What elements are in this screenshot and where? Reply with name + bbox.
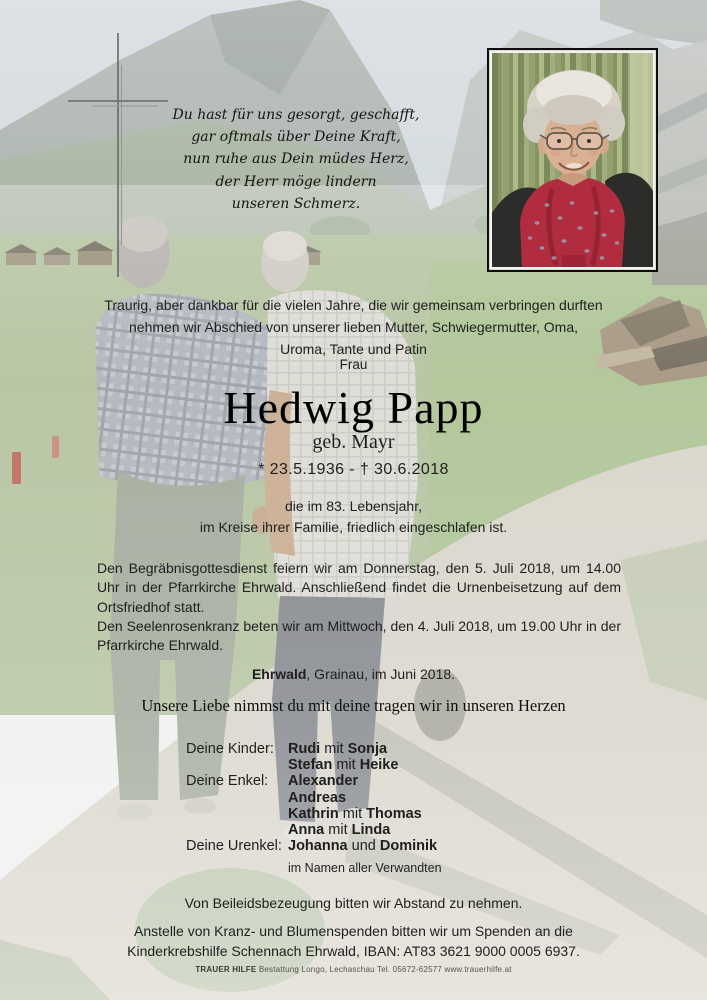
donation-line: Anstelle von Kranz- und Blumenspenden bitten wir um Spenden an die (134, 923, 573, 939)
poem-line: unseren Schmerz. (231, 195, 361, 212)
donation-line: Kinderkrebshilfe Schennach Ehrwald, IBAN: AT83 3621 9000 0005 6937. (127, 943, 580, 959)
death-statement (0, 496, 707, 538)
death-line: die im 83. Lebensjahr, (285, 498, 422, 514)
life-dates: * 23.5.1936 - † 30.6.2018 (258, 461, 449, 478)
family-names: Stefan mit Heike (288, 757, 399, 774)
family-names: Rudi mit Sonja (288, 741, 388, 757)
family-label (186, 822, 288, 838)
funeral-home-brand: TRAUER HILFE (195, 965, 257, 974)
salutation: Frau (339, 357, 368, 372)
portrait-photo-image (492, 53, 653, 267)
family-names: Andreas (288, 789, 347, 806)
poem-line: gar oftmals über Deine Kraft, (191, 129, 401, 146)
intro-line: nehmen wir Abschied von unserer lieben Mutter, Schwiegermutter, Oma, (129, 319, 578, 335)
family-row (186, 822, 437, 838)
funeral-service-paragraph: Den Begräbnisgottesdienst feiern wir am Donnerstag, den 5. Juli 2018, um 14.00 Uhr in der Pfarrkirche Ehrwald. Anschließend findet die Urnenbeisetzung auf dem Ortsfriedhof statt. (97, 560, 621, 615)
family-list (186, 741, 437, 854)
maiden-name: geb. Mayr (312, 431, 395, 453)
family-row (186, 790, 437, 806)
poem-line: Du hast für uns gesorgt, geschafft, (172, 107, 420, 123)
intro-line: Uroma, Tante und Patin (280, 341, 427, 357)
family-row (186, 773, 437, 789)
family-closing: im Namen aller Verwandten (288, 861, 442, 875)
poem-line: nun ruhe aus Dein müdes Herz, (183, 151, 409, 168)
family-names: Alexander (288, 773, 359, 790)
family-names: Anna mit Linda (288, 822, 391, 839)
funeral-home-details: Bestattung Longo, Lechaschau Tel. 05672-62577 www.trauerhilfe.at (256, 965, 512, 974)
intro-text (0, 294, 707, 360)
place-name: Ehrwald (251, 666, 307, 682)
family-label: Deine Enkel: (186, 773, 269, 790)
condolence-note: Von Beileidsbezeugung bitten wir Abstand zu nehmen. (184, 895, 523, 911)
family-row (186, 741, 437, 757)
deceased-name: Hedwig Papp (223, 382, 484, 433)
family-row (186, 806, 437, 822)
family-names: Kathrin mit Thomas (288, 805, 422, 822)
family-label: Deine Urenkel: (186, 838, 282, 855)
memorial-poem (150, 104, 442, 215)
motto-line: Unsere Liebe nimmst du mit deine tragen wir in unseren Herzen (141, 696, 566, 715)
family-row (186, 838, 437, 854)
poem-line: der Herr möge lindern (215, 173, 377, 190)
funeral-home-footer (0, 965, 707, 974)
family-row (186, 757, 437, 773)
family-label (186, 790, 288, 806)
family-label (186, 806, 288, 822)
intro-line: Traurig, aber dankbar für die vielen Jahre, die wir gemeinsam verbringen durften (104, 297, 603, 313)
place-date-rest: , Grainau, im Juni 2018. (306, 666, 456, 682)
place-and-date (0, 666, 707, 682)
family-label (186, 757, 288, 773)
portrait-photo (487, 48, 658, 272)
death-line: im Kreise ihrer Familie, friedlich eingeschlafen ist. (199, 519, 508, 535)
family-names: Johanna und Dominik (288, 838, 438, 855)
rosary-paragraph: Den Seelenrosenkranz beten wir am Mittwoch, den 4. Juli 2018, um 19.00 Uhr in der Pfarrkirche Ehrwald. (97, 618, 621, 654)
donation-note (0, 921, 707, 961)
family-label: Deine Kinder: (186, 741, 274, 757)
